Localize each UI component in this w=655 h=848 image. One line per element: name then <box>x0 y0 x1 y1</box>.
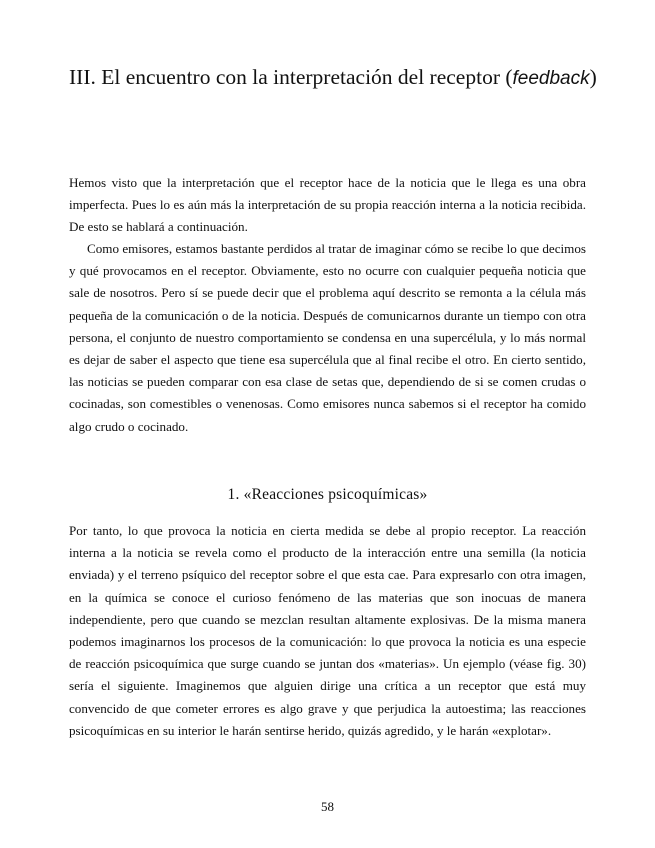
section-paragraph: Por tanto, lo que provoca la noticia en cierta medida se debe al propio receptor. La reacción interna a la noticia se revela como el producto de la interacción entre una semilla (la noticia enviada) y el terreno psíquico del receptor sobre el que esta cae. Para expresarlo con otra imagen, en la química se conoce el curioso fenómeno de las materias que son inocuas de manera independiente, pero que cuando se mezclan resultan altamente explosivas. De la misma manera podemos imaginarnos los procesos de la comunicación: lo que provoca la noticia es una especie de reacción psicoquímica que surge cuando se juntan dos «materias». Un ejemplo (véase fig. 30) sería el siguiente. Imaginemos que alguien dirige una crítica a un receptor que está muy convencido de que cometer errores es algo grave y que perjudica la autoestima; las reacciones psicoquímicas en su interior le harán sentirse herido, quizás agredido, y le harán «explotar». <box>69 523 586 738</box>
chapter-title-italic: feedback <box>512 68 590 89</box>
chapter-title-close: ) <box>589 65 597 89</box>
chapter-title <box>69 64 609 92</box>
body-paragraph-1: Hemos visto que la interpretación que el receptor hace de la noticia que le llega es una obra imperfecta. Pues lo es aún más la interpretación de su propia reacción interna a la noticia recibida. De esto se hablará a continuación. <box>69 175 586 235</box>
section-heading: 1. «Reacciones psicoquímicas» <box>227 486 428 503</box>
page-number: 58 <box>321 799 334 814</box>
chapter-title-main: III. El encuentro con la interpretación del receptor ( <box>69 65 513 89</box>
body-paragraph-2: Como emisores, estamos bastante perdidos al tratar de imaginar cómo se recibe lo que decimos y qué provocamos en el receptor. Obviamente, esto no ocurre con cualquier pequeña noticia que sale de nosotros. Pero sí se puede decir que el problema aquí descrito se remonta a la célula más pequeña de la comunicación o de la noticia. Después de comunicarnos durante un tiempo con otra persona, el conjunto de nuestro comportamiento se condensa en una supercélula, y lo más normal es dejar de saber el aspecto que tiene esa supercélula que al final recibe el otro. En cierto sentido, las noticias se pueden comparar con esa clase de setas que, dependiendo de si se comen crudas o cocinadas, son comestibles o venenosas. Como emisores nunca sabemos si el receptor ha comido algo crudo o cocinado. <box>69 241 586 434</box>
